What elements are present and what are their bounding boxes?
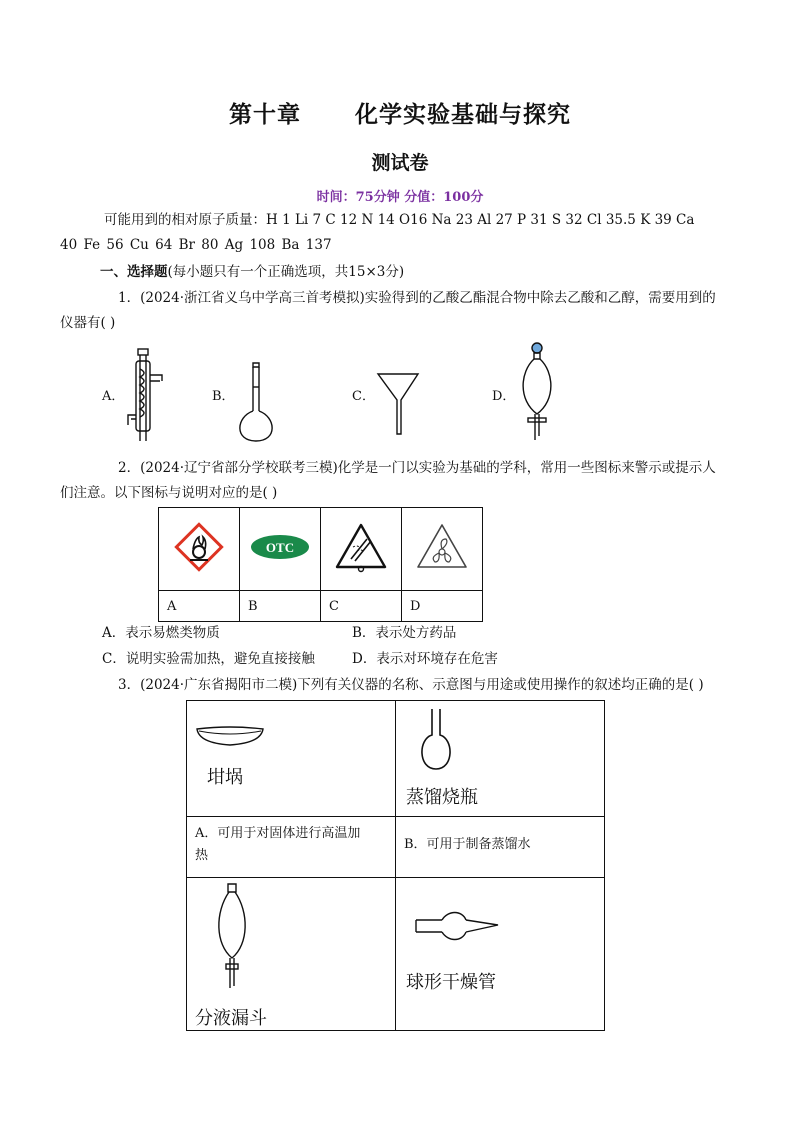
q1-option-d: D． [492,389,516,404]
section-note: (每小题只有一个正确选项，共15×3分) [167,264,405,280]
page-subtitle: 测试卷 [371,152,429,174]
q2-option-d: D．表示对环境存在危害 [352,651,498,667]
q2-option-b: B．表示处方药品 [352,625,457,641]
funnel-label: 分液漏斗 [195,1008,267,1029]
flask-label: 蒸馏烧瓶 [406,787,478,808]
q2-cell-d-icon [402,508,483,591]
q3-cell-option-b [396,817,605,878]
volumetric-flask-icon [232,355,280,445]
q3-cell-option-a [187,817,396,878]
q2-line1: 2．(2024·辽宁省部分学校联考三模)化学是一门以实验为基础的学科，常用一些图标来警示或提示人 [118,460,716,476]
q3-cell-crucible [187,701,396,817]
q1-option-a: A． [102,389,125,404]
q3-line1: 3．(2024·广东省揭阳市二模)下列有关仪器的名称、示意图与用途或使用操作的叙述均正确的是( ) [118,677,704,693]
oxidizer-hazard-icon [173,521,225,573]
q2-icon-table [158,507,483,622]
hot-surface-icon [333,521,389,573]
section-heading [100,262,404,282]
q2-cell-a-icon [159,508,240,591]
q2-label-c: C [321,591,402,622]
funnel-icon [372,370,426,440]
q3-instrument-table [186,700,605,1031]
atomic-mass-line2: 40 Fe 56 Cu 64 Br 80 Ag 108 Ba 137 [60,237,332,253]
section-title: 一、选择题 [100,264,168,280]
drying-tube-icon [414,910,500,944]
q1-line1: 1．(2024·浙江省义乌中学高三首考模拟)实验得到的乙酸乙酯混合物中除去乙酸和乙醇，需要用到的 [118,290,716,306]
crucible-icon [195,723,265,749]
page-title: 第十章 化学实验基础与探究 [228,102,572,128]
q2-line2: 们注意。以下图标与说明对应的是( ) [60,485,278,501]
otc-label: OTC [265,540,295,555]
q1-option-b: B． [212,389,235,404]
ventilation-fan-icon [414,521,470,573]
q2-label-b: B [240,591,321,622]
q3-cell-flask [396,701,605,817]
separatory-funnel-icon [510,340,564,445]
q3-cell-tube [396,878,605,1031]
atomic-mass-line1: 可能用到的相对原子质量：H 1 Li 7 C 12 N 14 O16 Na 23 Al 27 P 31 S 32 Cl 35.5 K 39 Ca [104,212,695,228]
q1-line2: 仪器有( ) [60,315,116,331]
q3-option-b: B．可用于制备蒸馏水 [404,837,531,852]
q3-option-a-line1: A．可用于对固体进行高温加 [195,826,361,841]
distillation-flask-icon [414,707,458,773]
q3-option-a [187,817,395,873]
tube-label: 球形干燥管 [406,972,496,993]
q2-option-c: C．说明实验需加热，避免直接接触 [102,651,315,667]
separatory-funnel-q3-icon [209,882,255,992]
q2-label-a: A [159,591,240,622]
q2-label-d: D [402,591,483,622]
q3-option-a-line2: 热 [195,848,209,863]
condenser-icon [122,345,172,445]
q1-option-c: C． [352,389,375,404]
exam-meta: 时间：75分钟 分值：100分 [316,190,484,205]
q2-option-a: A．表示易燃类物质 [102,625,220,641]
otc-badge-icon [249,532,311,562]
q2-cell-b-icon [240,508,321,591]
q2-cell-c-icon [321,508,402,591]
q3-cell-funnel [187,878,396,1031]
crucible-label: 坩埚 [207,767,243,788]
